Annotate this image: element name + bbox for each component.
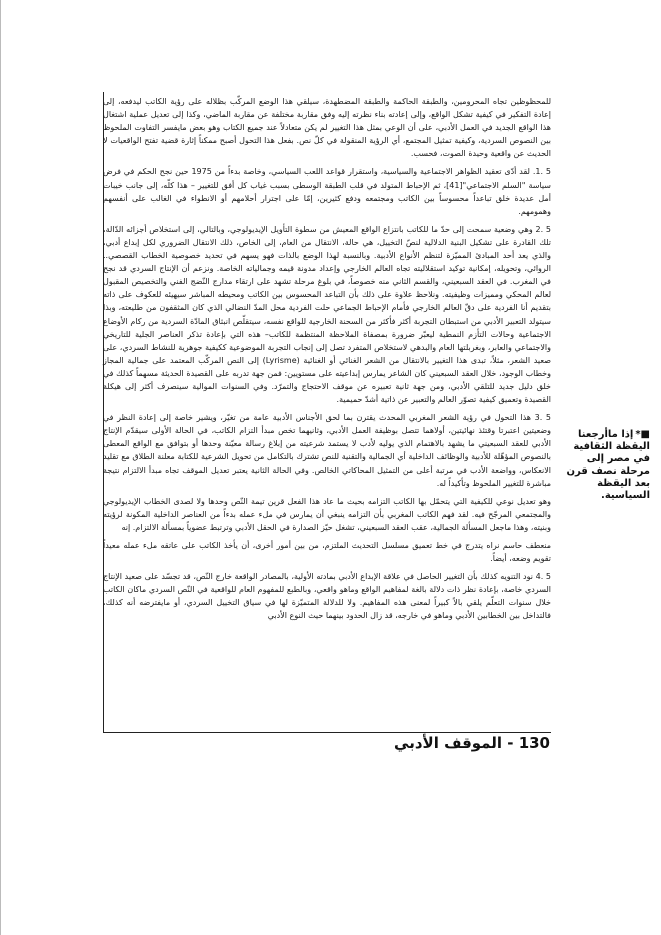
page-footer <box>394 734 550 752</box>
page-number: 130 <box>518 734 550 752</box>
square-bullet-icon: ■* <box>635 429 650 440</box>
paragraph-turning-point: منعطف حاسم نراه يتدرج في خط تعميق مسلسل التحديث الملتزم، من بين أمور أخرى، أن يأخذ الكاتب على عاتقه ملء عمله معيداً تقويم وضعه، أيضاً. <box>103 541 551 564</box>
paragraph-5-1: 5 .1. لقد أدّى تعقيد الظواهر الاجتماعية والسياسية، واستقرار قواعد اللعب السياسي، وخاصة بدءاً من 1975 حين نجح الحكم في فرض سياسة "السلم الاجتماعي"[41]، ثم الإحباط المتولد في قلب الطبقة الوسطى بسبب غياب كل أفق للتغيير – هذا كلّه، إلى جانب خيبات أمل عديدة خلق تباعداً محسوساً بين الكاتب ومجتمعه ودفع كثيرين، إمّا على اجترار أحلامهم أو الانطواء في الغالب على أنفسهم وهمومهم. <box>103 167 552 216</box>
paragraph-5-3: 5 .3 هذا التحول في رؤية الشعر المغربي المحدث يقترن بما لحق الأجناس الأدبية عامة من تغيّر، ويشير خاصة إلى إعادة النظر في وضعيتين اعتبرتا وقتئذ نهائيتين، أولاهما تتصل بوظيفة العمل الأدبي، وثانيهما تخص مبدأ التزام الكاتب، في الحالة الأولى سيقدّم الإنتاج الأدبي للعقد السبعيني ما يشهد بالاهتمام الذي يوليه لأدب لا يستمد شرعيته من إبلاغ رسالة معيّنة وحدها أو بتوافق مع الواقع المعطى بالنصوص المؤهّلة للأدبية والوظائف الداخلية أي الجمالية والتقنية للنص تشترك بالتكامل من تحويل الشرعية للكتابة معلنة الطلاق مع تقليد الانعكاس، وواضعة الأدب في مرتبة أعلى من التمثيل المحاكاتي الخالص. وفي الحالة الثانية يعتبر تعديل الموقف تجاه مبدأ الالتزام نتيجة مباشرة للتغيير الملحوظ وتأكيداً له. <box>103 413 552 488</box>
column-rule-bottom <box>103 732 551 733</box>
paragraph-intro: للمحظوظين تجاه المحرومين، والطبقة الحاكمة والطبقة المضطهدة، سيلقي هذا الوضع المركّب بظلاله على رؤية الكاتب ليدفعه، إلى إعادة التفكير في كيفية تشكل الواقع، وإلى إعادته بناء نظرته إليه وفق مقاربة مختلفة عن مقاربة الماضي، وكذا إلى تعديل عملية اشتغال هذا الواقع الجديد في العمل الأدبي، على أن الوعي بمثل هذا التغيير لم يكن متعادلاً عند جميع الكتاب وهو بعض مايفسر التفاوت الملحوظ بين النصوص السردية، وكيفية تمثيل المجتمع، أي الرؤية المنقولة في كلّ نص. بفعل هذا التحول أصبح ممكناً إثارة قضية تفتح الواقعيات لا الحديث عن واقعية وحيدة الصوت، فحسب. <box>103 97 551 159</box>
paragraph-5-2: 5 .2 وهي وضعية سمحت إلى حدّ ما للكاتب بانتزاع الواقع المعيش من سطوة التأويل الإيديولوجي، وبالتالي، إلى استخلاص أجزائه الدّالة، تلك القادرة على تشكيل البنية الدلالية لنصّ التخييل، هي حالة، الانتقال من العام، إلى الخاص، ذلك الانتقال الضروري لكل إبداع أدبي، والذي يعد أحد المبادئ المميّزة لتنظم الأنواع الأدبية. وبالنسبة لهذا الوضع بالذات فهو يسهم في تحديد خصوصية الخطاب القصصي.. الروائي، وتحويله، إمكانية توكيد استقلاليته تجاه العالم الخارجي وإعداد مدونة قيمه وجمالياته الخاصة. ونزعم أن الإنتاج السردي قد نجح في المغرب. في العقد السبعيني، والقسم الثاني منه خصوصاً، في بلوغ مرحلة تشهد على ارتقاء مدارج النّضج الفني والتخصيص المقبول لعالم المحكي ومميزات وظيفيته. ونلاحظ علاوة على ذلك بأن التباعد المحسوس بين الكاتب ومحيطه المباشر سيهيئه للعكوف على ذاته بتقديم أنا الفردية على دقّ العالم الخارجي فأمام الإحباط الجماعي حلت الفردية محل المدّ النضالي الذي كان المثقفون من طليعته، وبذا سيتولد التعبير الأدبي من استبطان التجربة أكثر فأكثر من السحنة الخارجية للواقع نفسه، سيتقلّص انبثاق المادّة السردية من ركام الأوضاع الاجتماعية وحالات التأزم النمطية ليعبّر ضرورة بمصفاة الملاحظة المنتظمة للكاتب– هذه التي بإعادة تذكر العناصر الجلية للتاريخي والاجتماعي والعابر، وبغربلتها العام والبدهي لاستخلاص المتفرد تصل إلى إنجاب التجربة الموضوعية ككيفية جوهرية للنشاط السردي، على صعيد الشعر، مثلاً، تبدى هذا التغيير بالانتقال من الشعر الغنائي أو الغنائية (Lyrisme) إلى النص المركّب المعتمد على جمالية المجاز وخطاب الوجود، خلال العقد السبعيني كان الشاعر يمارس إبداعيته على مستويين: فمن جهة تدربه على القصيدة الحديثة مسهماً كذلك في خلق دليل جديد للتلقي الأدبي، ومن جهة ثانية تعبيره عن موقف الاحتجاج والتمرّد. وفي السنوات الموالية سينصرف أكثر إلى هيكلة القصيدة وتعميق كيفية تصوّر العالم والتعبير عن ذاتية أشدّ حميمية. <box>103 224 551 405</box>
footer-separator: - <box>502 734 519 752</box>
publication-title: الموقف الأدبي <box>394 734 503 752</box>
paragraph-5-4: 5 .4 نود التنويه كذلك بأن التغيير الحاصل في علاقة الإبداع الأدبي بمادته الأولية، بالمصادر الواقعة خارج النّص، قد تجسّد على صعيد الإنتاج السردي خاصة، بإعادة نظر ذات دلالة بالغة لمفاهيم الواقع وماهو واقعي، وبالطبع للمفهوم العام للواقعية في النّص السردي ماكان الكاتب خلال سنوات التعلّم يلقي بالاً كبيراً لمعنى هذه المفاهيم. ولا للدلالة المتميّزة لها في سياق التخييل السردي، أو مايفترضه أنه كذلك، فالتداخل بين الخطابين الأدبي وماهو في خارجه، قد زال الحدود بينهما حيث النوع الأدبي <box>103 572 551 621</box>
article-body <box>103 95 551 628</box>
pull-quote <box>562 429 650 502</box>
pull-quote-text: إذا ماأرجعنا اليقظة الثقافية في مصر إلى مرحلة نصف قرن بعد اليقظة السياسية. <box>566 429 650 502</box>
paragraph-commitment: وهو تعديل نوعي للكيفية التي يتحمّل بها الكاتب التزامه بحيث ما عاد هذا الفعل قرين تيمة النّص وحدها ولا لصدى الخطاب الإيديولوجي والمجتمعي المرجّح فيه. لقد فهم الكاتب المغربي بأن التزامه ينبغي أن يمارس في ملء عمله بدءاً من العناصر الداخلية المكونة لرؤيته وبنيته، وهذا ماجعل المسألة الجمالية، عقب العقد السبعيني، تشغل حيّز الصدارة في الحقل الأدبي وترتبط عضوياً بمسألة الالتزام. إنه <box>103 496 551 532</box>
